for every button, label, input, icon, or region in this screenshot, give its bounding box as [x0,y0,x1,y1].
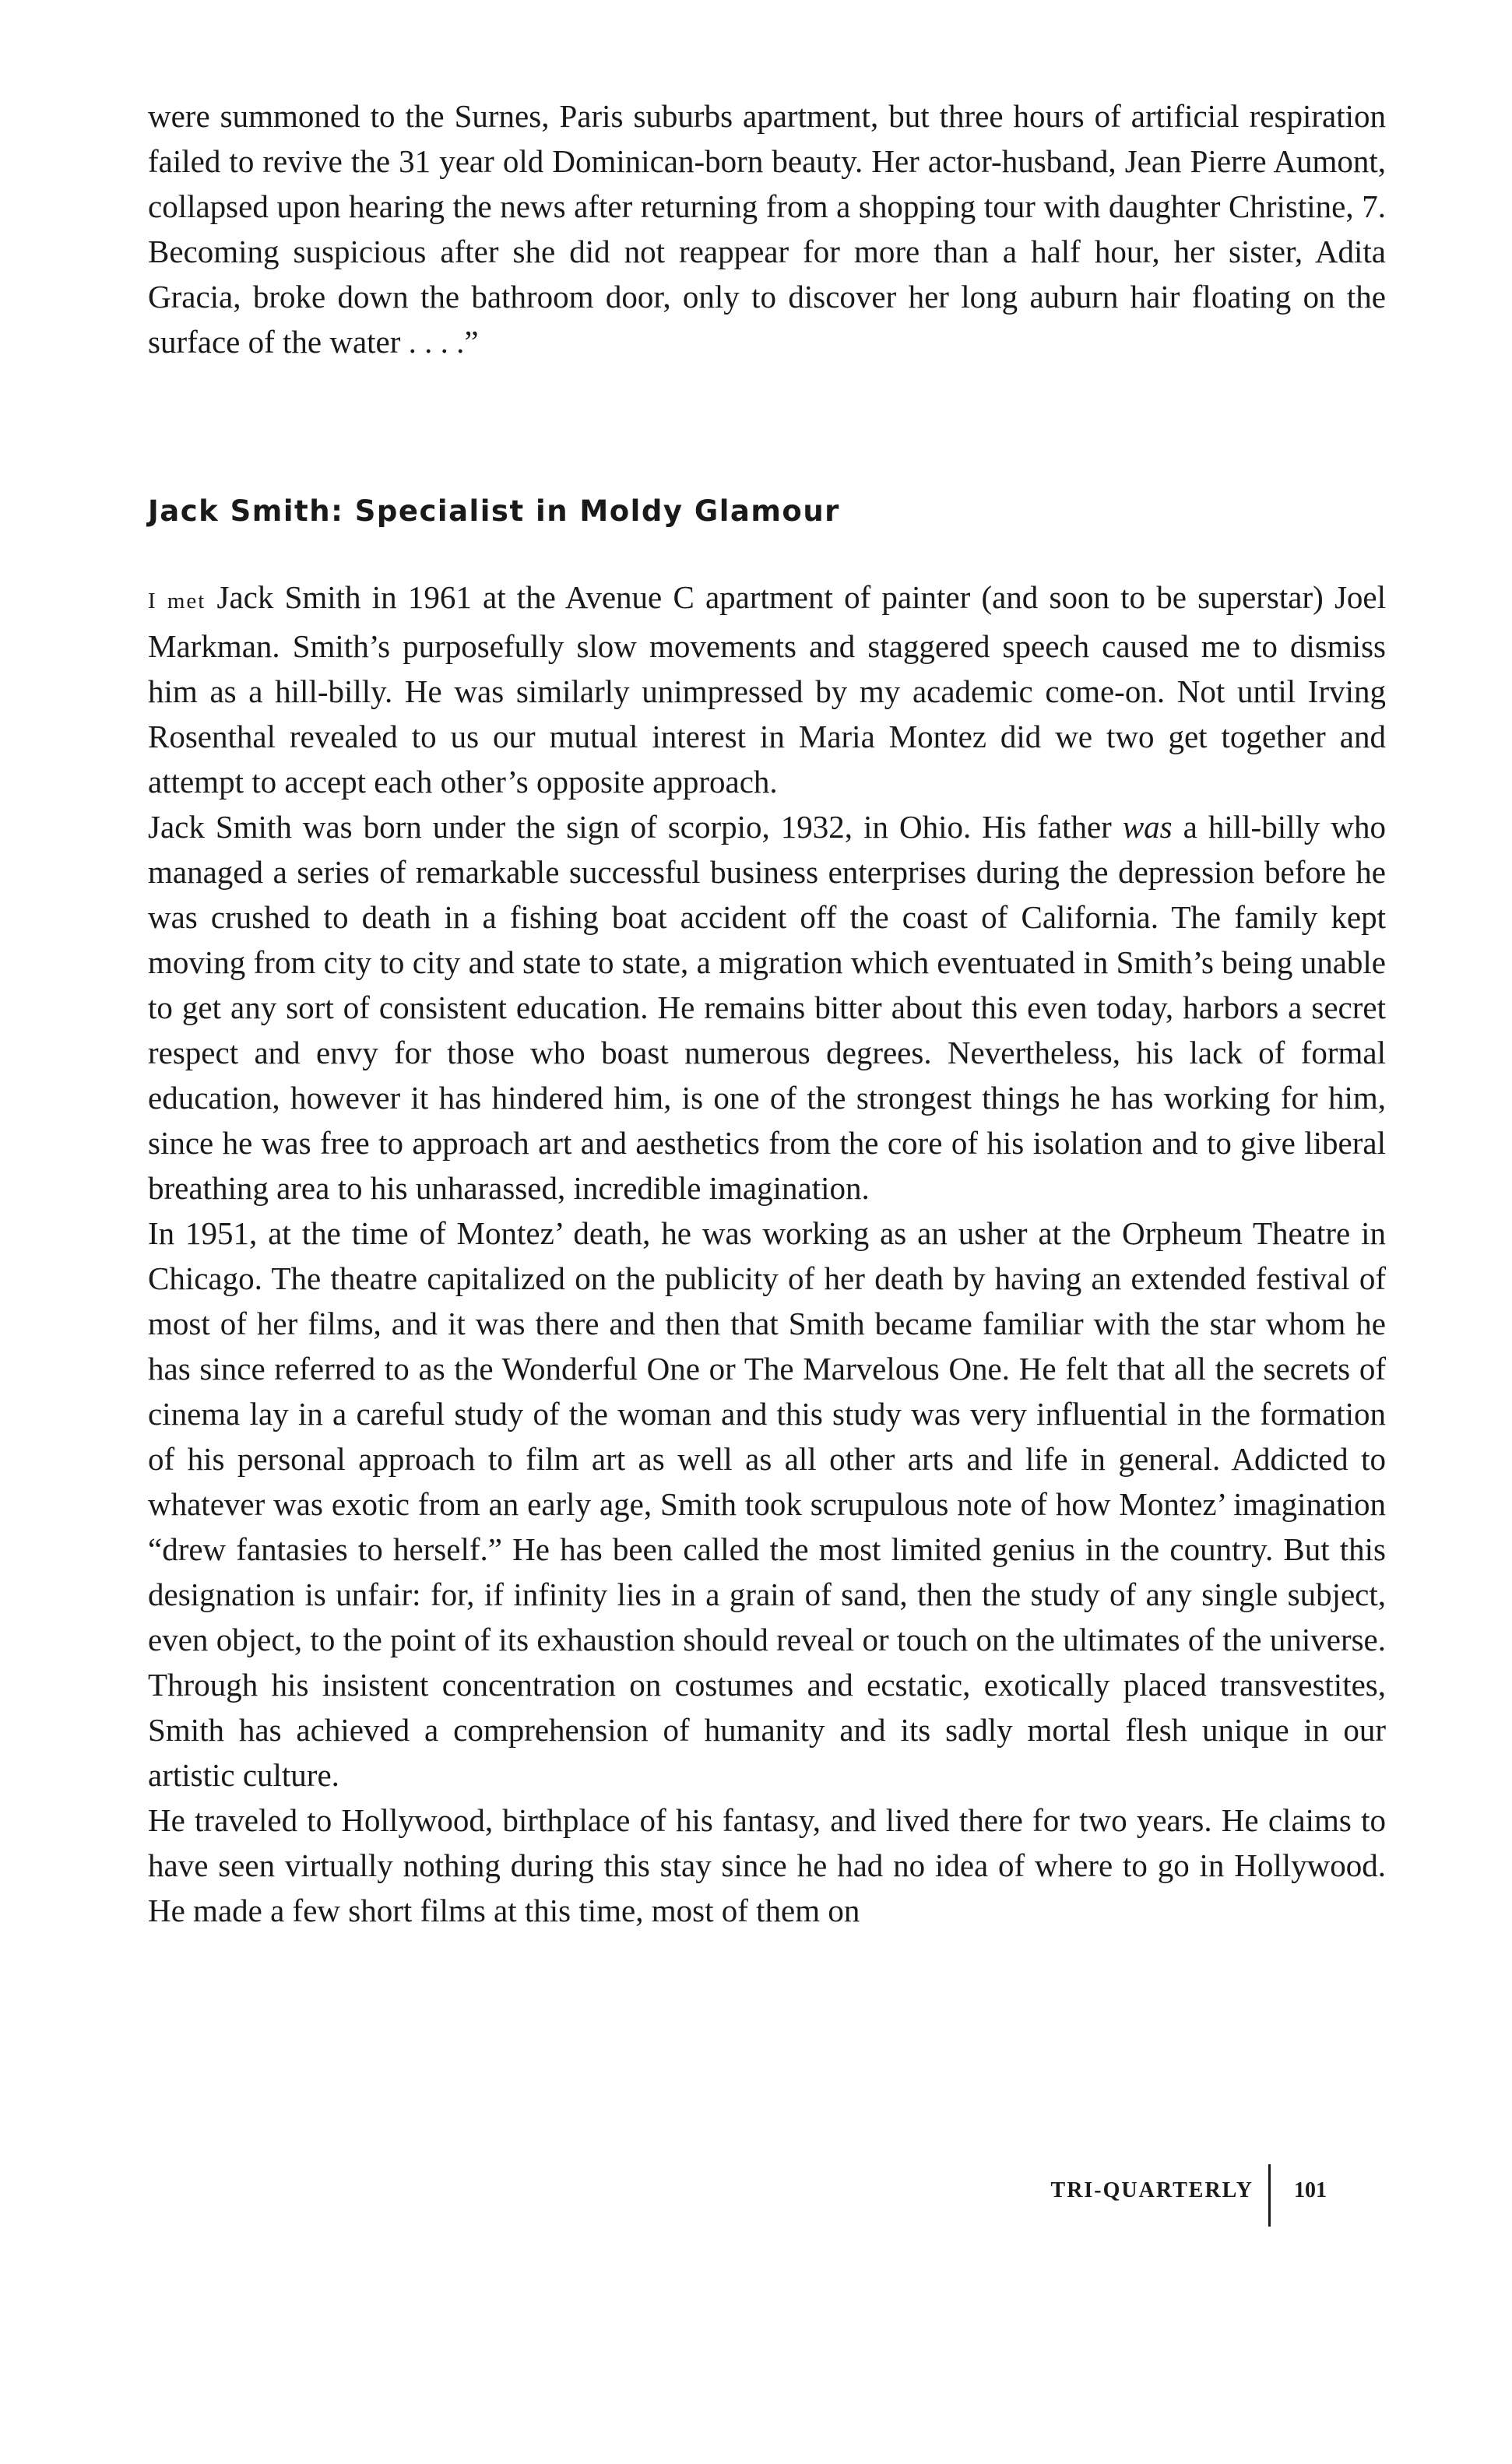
paragraph-1-text: Jack Smith in 1961 at the Avenue C apartment of painter (and soon to be superstar) Joel Markman. Smith’s purposefully slow movements and staggered speech caused me to dismiss him as a hill-billy. He was similarly unimpressed by my academic come-on. Not until Irving Rosenthal revealed to us our mutual interest in Maria Montez did we two get together and attempt to accept each other’s opposite approach. [148,579,1386,800]
opening-paragraph: were summoned to the Surnes, Paris suburbs apartment, but three hours of artificial respiration failed to revive the 31 year old Dominican-born beauty. Her actor-husband, Jean Pierre Aumont, collapsed upon hearing the news after returning from a shopping tour with daughter Christine, 7. Becoming suspicious after she did not reappear for more than a half hour, her sister, Adita Gracia, broke down the bathroom door, only to discover her long auburn hair floating on the surface of the water . . . .” [148,98,1386,360]
body-paragraph-3: In 1951, at the time of Montez’ death, he was working as an usher at the Orpheum Theatre in Chicago. The theatre capitalized on the publicity of her death by having an extended festival of most of her films, and it was there and then that Smith became familiar with the star whom he has since referred to as the Wonderful One or The Marvelous One. He felt that all the secrets of cinema lay in a careful study of the woman and this study was very influential in the formation of his personal approach to film art as well as all other arts and life in general. Addicted to whatever was exotic from an early age, Smith took scrupulous note of how Montez’ imagination “drew fantasies to herself.” He has been called the most limited genius in the country. But this designation is unfair: for, if infinity lies in a grain of sand, then the study of any single subject, even object, to the point of its exhaustion should reveal or touch on the ultimates of the universe. Through his insistent concentration on costumes and ecstatic, exotically placed transvestites, Smith has achieved a comprehension of humanity and its sadly mortal flesh unique in our artistic culture. [148,1215,1386,1793]
page-footer [148,2164,1386,2227]
body-paragraph-2 [148,804,1386,1211]
page-body [148,93,1386,2202]
section-heading: Jack Smith: Specialist in Moldy Glamour [148,494,840,528]
paragraph-2-text-b: a hill-billy who managed a series of remarkable successful business enterprises during the depression before he was crushed to death in a fishing boat accident off the coast of California. The family kept moving from city to city and state to state, a migration which eventuated in Smith’s being unable to get any sort of consistent education. He remains bitter about this even today, harbors a secret respect and envy for those who boast numerous degrees. Nevertheless, his lack of formal education, however it has hindered him, is one of the strongest things he has working for him, since he was free to approach art and aesthetics from the core of his isolation and to give liberal breathing area to his unharassed, incredible imagination. [148,809,1386,1206]
paragraph-2-text-a: Jack Smith was born under the sign of scorpio, 1932, in Ohio. His father [148,809,1123,845]
page-number: 101 [1294,2178,1327,2202]
paragraph-2-emphasis: was [1122,809,1173,845]
body-paragraph-4: He traveled to Hollywood, birthplace of his fantasy, and lived there for two years. He claims to have seen virtually nothing during this stay since he had no idea of where to go in Hollywood. He made a few short films at this time, most of them on [148,1802,1386,1928]
body-paragraph-1 [148,575,1386,804]
journal-name: TRI-QUARTERLY [1050,2178,1254,2202]
paragraph-lead-smallcaps: I met [148,589,206,613]
footer-divider [1268,2164,1271,2227]
